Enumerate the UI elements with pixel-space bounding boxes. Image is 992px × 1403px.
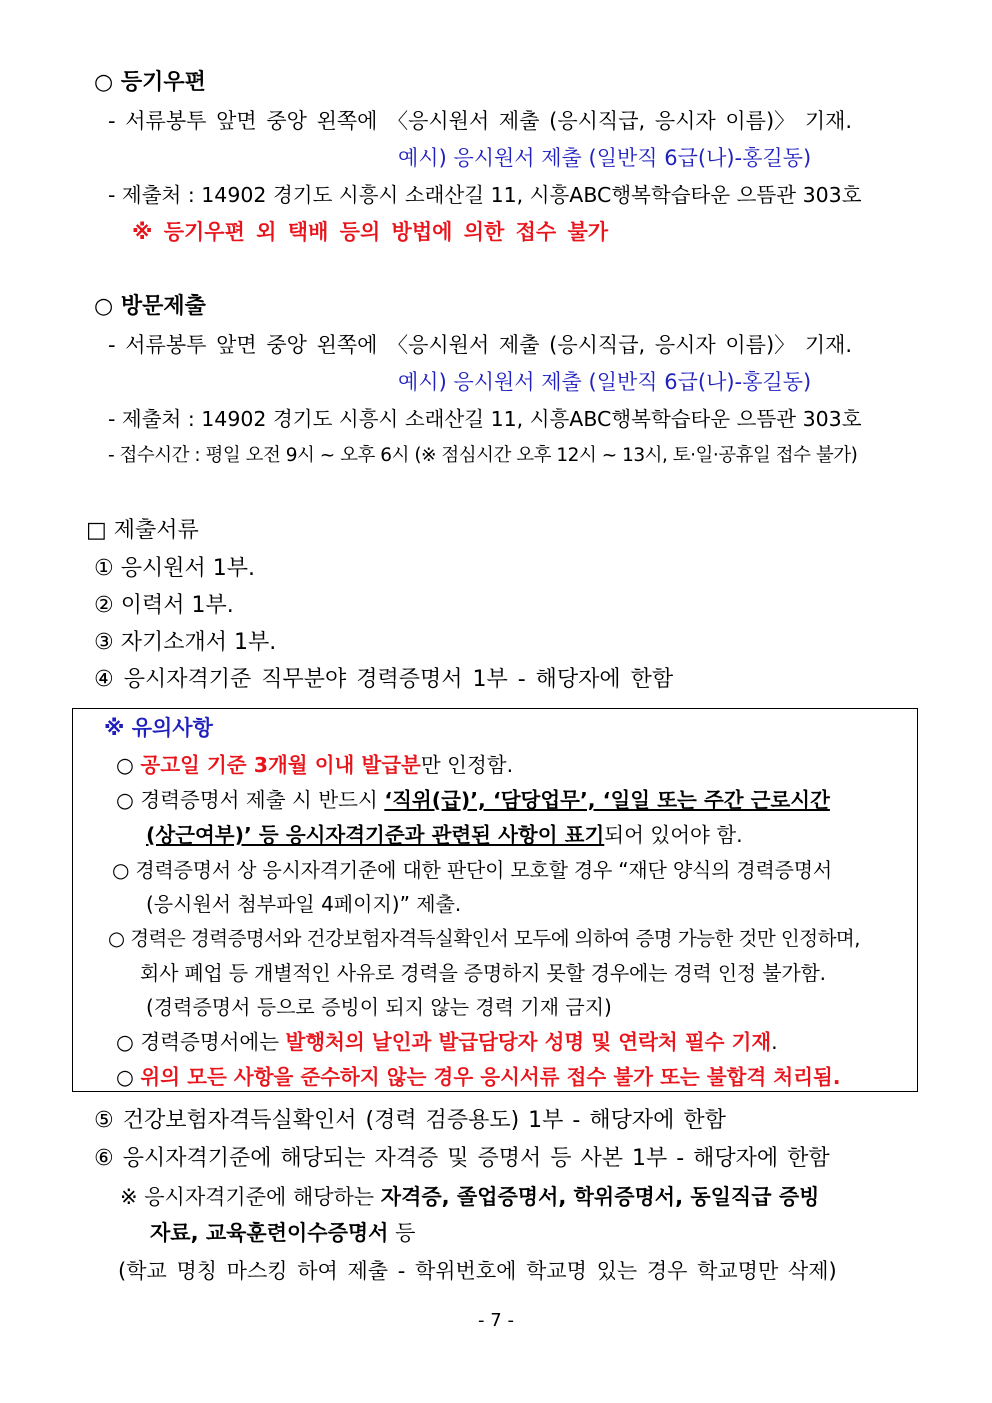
notice-seal-rest: . <box>771 1030 778 1054</box>
notice-seal-highlight: 발행처의 날인과 발급담당자 성명 및 연락처 필수 기재 <box>285 1030 772 1054</box>
visit-hours: - 접수시간 : 평일 오전 9시 ~ 오후 6시 (※ 점심시간 오후 12시 ~ 13시, 토·일·공휴일 접수 불가) <box>108 445 858 466</box>
registered-mail-envelope-instruction: - 서류봉투 앞면 중앙 왼쪽에 〈응시원서 제출 (응시직급, 응시자 이름)〉 기재. <box>108 109 853 133</box>
visit-envelope-instruction: - 서류봉투 앞면 중앙 왼쪽에 〈응시원서 제출 (응시직급, 응시자 이름)〉 기재. <box>108 333 853 357</box>
visit-address: - 제출처 : 14902 경기도 시흥시 소래산길 11, 시흥ABC행복학습타운 으뜸관 303호 <box>108 407 862 431</box>
document-item-4: ④ 응시자격기준 직무분야 경력증명서 1부 - 해당자에 한함 <box>94 667 674 692</box>
notice-item-issue-date <box>116 750 513 780</box>
notice-issue-date-highlight: 공고일 기준 3개월 이내 발급분 <box>140 753 421 777</box>
registered-mail-heading: ○ 등기우편 <box>94 70 206 95</box>
notice-item-career-certificate-cont <box>146 820 743 850</box>
notice-item-career-certificate <box>116 785 830 815</box>
registered-mail-warning: ※ 등기우편 외 택배 등의 방법에 의한 접수 불가 <box>132 220 609 244</box>
visit-heading: ○ 방문제출 <box>94 294 206 319</box>
document-note-line1 <box>120 1182 819 1212</box>
document-note-bold1: 자격증, 졸업증명서, 학위증명서, 동일직급 증빙 <box>380 1185 820 1209</box>
document-note-line2 <box>150 1218 415 1248</box>
notice-item-career-proof-line1: ○ 경력은 경력증명서와 건강보험자격득실확인서 모두에 의하여 증명 가능한 것만 인정하며, <box>108 927 860 950</box>
document-item-5: ⑤ 건강보험자격득실확인서 (경력 검증용도) 1부 - 해당자에 한함 <box>94 1108 726 1133</box>
notice-career-required-fields-cont: (상근여부)’ 등 응시자격기준과 관련된 사항이 표기 <box>146 823 605 847</box>
notice-career-prefix: ○ 경력증명서 제출 시 반드시 <box>116 788 385 812</box>
notice-rejection-highlight: 위의 모든 사항을 준수하지 않는 경우 응시서류 접수 불가 또는 불합격 처리됨. <box>140 1065 841 1089</box>
notice-rejection-bullet: ○ <box>116 1065 141 1089</box>
document-item-3: ③ 자기소개서 1부. <box>94 630 277 655</box>
documents-heading: □ 제출서류 <box>86 518 199 543</box>
notice-bullet: ○ <box>116 753 141 777</box>
page-number: - 7 - <box>478 1310 514 1331</box>
notice-item-seal <box>116 1027 778 1057</box>
notice-title: ※ 유의사항 <box>104 716 213 740</box>
document-note-suffix: 등 <box>388 1221 416 1245</box>
document-note-bold2: 자료, 교육훈련이수증명서 <box>150 1221 389 1245</box>
registered-mail-example: 예시) 응시원서 제출 (일반직 6급(나)-홍길동) <box>398 146 812 170</box>
notice-item-career-proof-line2: 회사 폐업 등 개별적인 사유로 경력을 증명하지 못할 경우에는 경력 인정 불가함. <box>140 961 826 985</box>
document-note-masking: (학교 명칭 마스킹 하여 제출 - 학위번호에 학교명 있는 경우 학교명만 삭제) <box>118 1259 837 1283</box>
notice-item-ambiguous-line2: (응시원서 첨부파일 4페이지)” 제출. <box>146 892 462 916</box>
notice-seal-prefix: ○ 경력증명서에는 <box>116 1030 286 1054</box>
notice-item-rejection <box>116 1062 841 1092</box>
registered-mail-address: - 제출처 : 14902 경기도 시흥시 소래산길 11, 시흥ABC행복학습타운 으뜸관 303호 <box>108 183 862 207</box>
document-note-prefix: ※ 응시자격기준에 해당하는 <box>120 1185 381 1209</box>
document-item-6: ⑥ 응시자격기준에 해당되는 자격증 및 증명서 등 사본 1부 - 해당자에 한함 <box>94 1146 830 1171</box>
document-item-1: ① 응시원서 1부. <box>94 556 255 581</box>
visit-example: 예시) 응시원서 제출 (일반직 6급(나)-홍길동) <box>398 370 812 394</box>
notice-issue-date-rest: 만 인정함. <box>420 753 514 777</box>
notice-item-ambiguous-line1: ○ 경력증명서 상 응시자격기준에 대한 판단이 모호할 경우 “재단 양식의 경력증명서 <box>112 858 832 882</box>
notice-career-required-fields: ‘직위(급)’, ‘담당업무’, ‘일일 또는 주간 근로시간 <box>384 788 830 812</box>
notice-career-rest: 되어 있어야 함. <box>604 823 743 847</box>
notice-item-career-proof-line3: (경력증명서 등으로 증빙이 되지 않는 경력 기재 금지) <box>146 995 612 1019</box>
document-item-2: ② 이력서 1부. <box>94 593 234 618</box>
